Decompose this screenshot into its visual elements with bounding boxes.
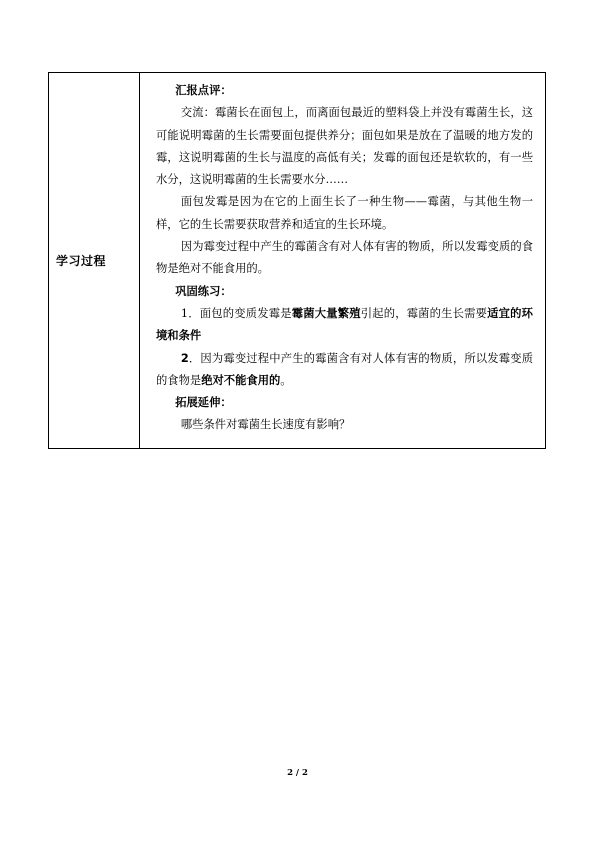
extension-heading: 拓展延伸： (175, 396, 232, 410)
practice-item-2-suffix: 。 (280, 373, 292, 387)
practice-item-2-answer: 绝对不能食用的 (201, 373, 281, 387)
report-heading: 汇报点评： (175, 84, 232, 97)
row-label: 学习过程 (56, 254, 107, 268)
report-paragraph-3: 因为霉变过程中产生的霉菌含有对人体有害的物质，所以发霉变质的食物是绝对不能食用的。 (156, 240, 533, 276)
report-paragraph-2: 面包发霉是因为在它的上面生长了一种生物——霉菌，与其他生物一样，它的生长需要获取营养和适宜的生长环境。 (156, 195, 533, 231)
page-number: 2 / 2 (287, 768, 308, 778)
practice-item-1-prefix: 1．面包的变质发霉是 (180, 306, 292, 320)
row-content-cell (140, 73, 545, 448)
practice-item-1 (156, 303, 533, 348)
practice-heading: 巩固练习： (175, 284, 232, 298)
practice-item-2 (156, 348, 533, 393)
practice-item-2-prefix: ．因为霉变过程中产生的霉菌含有对人体有害的物质，所以发霉变质的食物是 (156, 351, 533, 387)
report-paragraph-1: 交流：霉菌长在面包上，而离面包最近的塑料袋上并没有霉菌生长，这可能说明霉菌的生长需要面包提供养分；面包如果是放在了温暖的地方发的霉，这说明霉菌的生长与温度的高低有关；发霉的面包还是软软的，有一些水分，这说明霉菌的生长需要水分…… (156, 106, 533, 187)
practice-item-1-answer-2: 适宜的环境和条件 (156, 306, 533, 343)
practice-item-1-middle: 引起的，霉菌的生长需要 (360, 306, 488, 320)
row-label-cell (49, 73, 140, 448)
practice-item-1-answer-1: 霉菌大量繁殖 (291, 306, 361, 320)
lesson-table (48, 72, 546, 449)
extension-question: 哪些条件对霉菌生长速度有影响？ (180, 418, 351, 432)
practice-item-2-number: 2 (180, 351, 189, 365)
